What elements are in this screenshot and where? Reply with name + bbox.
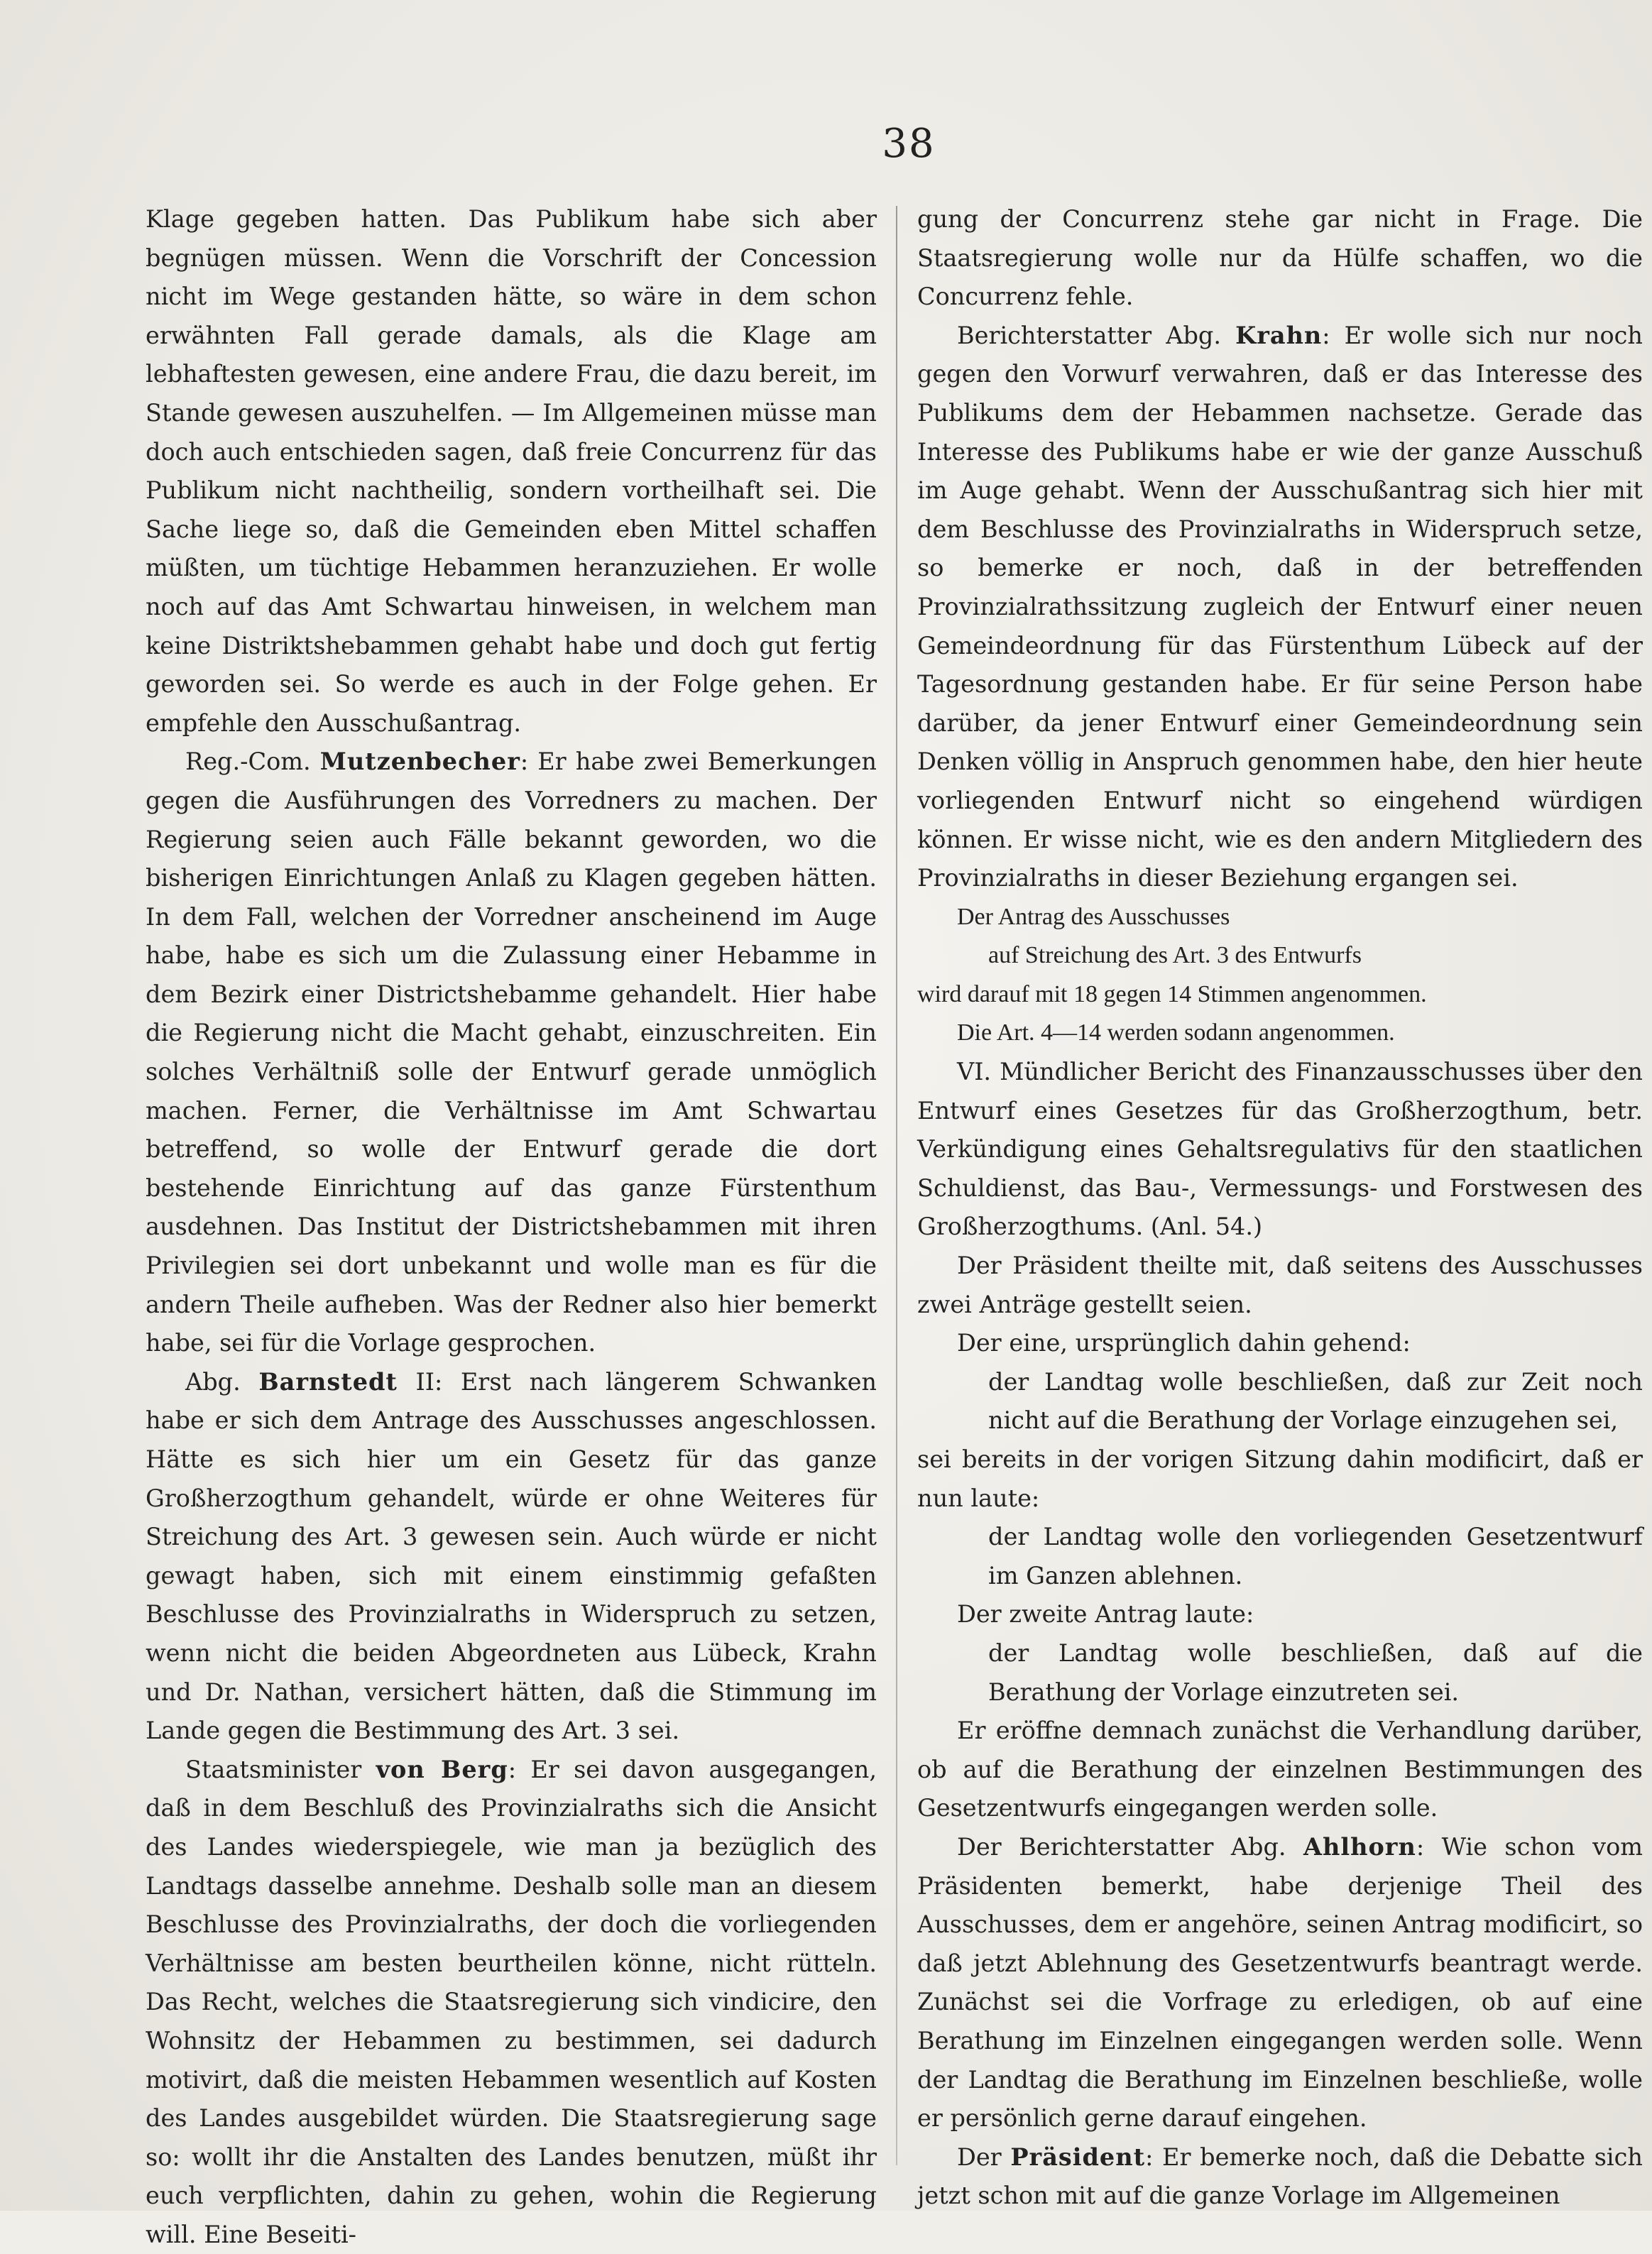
paragraph: gung der Concurrenz stehe gar nicht in Frage. Die Staatsregierung wolle nur da Hülfe schaffen, wo die Concurrenz fehle. [917,205,1643,311]
left-column [146,200,877,2254]
speaker-name: Ahlhorn [1303,1832,1416,1861]
speech-text: : Wie schon vom Präsidenten bemerkt, habe derjenige Theil des Ausschusses, dem er angehöre, seinen Antrag modificirt, so daß jetzt Ablehnung des Gesetzentwurfs beantragt werde. Zunächst sei die Vorfrage zu erledigen, ob auf eine Berathung im Einzelnen eingegangen werden solle. Wenn der Landtag die Berathung im Einzelnen beschließe, wolle er persönlich gerne darauf eingehen. [917,1832,1643,2133]
speech-text: : Er habe zwei Bemerkungen gegen die Ausführungen des Vorredners zu machen. Der Regierung seien auch Fälle bekannt geworden, wo die bisherigen Einrichtungen Anlaß zu Klagen gegeben hätten. In dem Fall, welchen der Vorredner anscheinend im Auge habe, habe es sich um die Zulassung einer Hebamme in dem Bezirk einer Districtshebamme gehandelt. Hier habe die Regierung nicht die Macht gehabt, einzuschreiten. Ein solches Verhältniß solle der Entwurf gerade unmöglich machen. Ferner, die Verhältnisse im Amt Schwartau betreffend, so wolle der Entwurf gerade die dort bestehende Einrichtung auf das ganze Fürstenthum ausdehnen. Das Institut der Districtshebammen mit ihren Privilegien sei dort unbekannt und wolle man es für die andern Theile aufheben. Was der Redner also hier bemerkt habe, sei für die Vorlage gesprochen. [146,748,877,1357]
speech-text: : Er wolle sich nur noch gegen den Vorwurf verwahren, daß er das Interesse des Publikums dem der Hebammen nachsetze. Gerade das Interesse des Publikums habe er wie der ganze Ausschuß im Auge gehabt. Wenn der Ausschußantrag sich hier mit dem Beschlusse des Provinzialraths in Widerspruch setze, so bemerke er noch, daß in der betreffenden Provinzialrathssitzung zugleich der Entwurf einer neuen Gemeindeordnung für das Fürstenthum Lübeck auf der Tagesordnung gestanden habe. Er für seine Person habe darüber, da jener Entwurf einer Gemeindeordnung sein Denken völlig in Anspruch genommen habe, den hier heute vorliegenden Entwurf nicht so eingehend würdigen können. Er wisse nicht, wie es den andern Mitgliedern des Provinzialraths in dieser Beziehung ergangen sei. [917,321,1643,892]
speaker-prefix: Der [957,2143,1011,2171]
column-divider [896,206,897,2165]
speech-paragraph [146,743,877,1363]
speech-paragraph [917,317,1643,898]
vote-result: wird darauf mit 18 gegen 14 Stimmen angenommen. [917,980,1427,1007]
paragraph: Die Art. 4—14 werden sodann angenommen. [957,1019,1395,1046]
paragraph: Der zweite Antrag laute: [957,1600,1254,1629]
speech-text: : Er sei davon ausgegangen, daß in dem Beschluß des Provinzialraths sich die Ansicht des Landes wiederspiegele, wie man ja bezüglich des Landtags dasselbe annehme. Deshalb solle man an diesem Beschlusse des Provinzialraths, der doch die vorliegenden Verhältnisse am besten beurtheilen könne, nicht rütteln. Das Recht, welches die Staatsregierung sich vindicire, den Wohnsitz der Hebammen zu bestimmen, sei dadurch motivirt, daß die meisten Hebammen wesentlich auf Kosten des Landes ausgebildet würden. Die Staatsregierung sage so: wollt ihr die Anstalten des Landes benutzen, müßt ihr euch verpflichten, dahin zu gehen, wohin die Regierung will. Eine Beseiti- [146,1755,877,2248]
motion-text: der Landtag wolle beschließen, daß zur Zeit noch nicht auf die Berathung der Vorlage einzugehen sei, [988,1367,1643,1435]
speech-paragraph [146,1363,877,1751]
speaker-name: Barnstedt [258,1367,398,1396]
motion-text: der Landtag wolle den vorliegenden Gesetzentwurf im Ganzen ablehnen. [988,1523,1643,1590]
paragraph: Der eine, ursprünglich dahin gehend: [957,1329,1411,1357]
speech-paragraph [917,2138,1643,2216]
right-column [917,200,1643,2216]
motion-line: auf Streichung des Art. 3 des Entwurfs [988,942,1362,969]
speaker-name: Mutzenbecher [319,748,520,776]
speaker-name: Krahn [1235,321,1323,349]
speaker-prefix: Der Berichterstatter Abg. [957,1832,1304,1861]
motion-text: der Landtag wolle beschließen, daß auf die Berathung der Vorlage einzutreten sei. [988,1638,1643,1706]
speech-paragraph [917,1828,1643,2138]
paragraph: sei bereits in der vorigen Sitzung dahin modificirt, daß er nun laute: [917,1445,1643,1512]
speaker-prefix: Abg. [185,1367,259,1396]
speech-text: : Er bemerke noch, daß die Debatte sich jetzt schon mit auf die ganze Vorlage im Allgemeinen [917,2143,1643,2210]
speaker-prefix: Berichterstatter Abg. [957,321,1236,349]
speaker-name: von Berg [376,1755,508,1783]
speaker-prefix: Staatsminister [185,1755,376,1783]
agenda-item: VI. Mündlicher Bericht des Finanzausschusses über den Entwurf eines Gesetzes für das Großherzogthum, betr. Verkündigung eines Gehaltsregulativs für den staatlichen Schuldienst, das Bau-, Vermessungs- und Forstwesen des Großherzogthums. (Anl. 54.) [917,1058,1643,1241]
paragraph: Er eröffne demnach zunächst die Verhandlung darüber, ob auf die Berathung der einzelnen Bestimmungen des Gesetzentwurfs eingegangen werden solle. [917,1717,1643,1822]
motion-line: Der Antrag des Ausschusses [957,903,1230,930]
speech-text: II: Erst nach längerem Schwanken habe er sich dem Antrage des Ausschusses angeschlossen. Hätte es sich hier um ein Gesetz für das ganze Großherzogthum gehandelt, würde er ohne Weiteres für Streichung des Art. 3 gewesen sein. Auch würde er nicht gewagt haben, sich mit einem einstimmig gefaßten Beschlusse des Provinzialraths in Widerspruch zu setzen, wenn nicht die beiden Abgeordneten aus Lübeck, Krahn und Dr. Nathan, versichert hätten, daß die Stimmung im Lande gegen die Bestimmung des Art. 3 sei. [146,1367,877,1745]
speech-paragraph [146,1751,877,2254]
speaker-name: Präsident [1010,2143,1146,2171]
speaker-prefix: Reg.-Com. [185,748,320,776]
page-number: 38 [882,121,936,167]
paragraph: Klage gegeben hatten. Das Publikum habe sich aber begnügen müssen. Wenn die Vorschrift der Concession nicht im Wege gestanden hätte, so wäre in dem schon erwähnten Fall gerade damals, als die Klage am lebhaftesten gewesen, eine andere Frau, die dazu bereit, im Stande gewesen auszuhelfen. — Im Allgemeinen müsse man doch auch entschieden sagen, daß freie Concurrenz für das Publikum nicht nachtheilig, sondern vortheilhaft sei. Die Sache liege so, daß die Gemeinden eben Mittel schaffen müßten, um tüchtige Hebammen heranzuziehen. Er wolle noch auf das Amt Schwartau hinweisen, in welchem man keine Distriktshebammen gehabt habe und doch gut fertig geworden sei. So werde es auch in der Folge gehen. Er empfehle den Ausschußantrag. [146,205,877,737]
paragraph: Der Präsident theilte mit, daß seitens des Ausschusses zwei Anträge gestellt seien. [917,1252,1643,1318]
